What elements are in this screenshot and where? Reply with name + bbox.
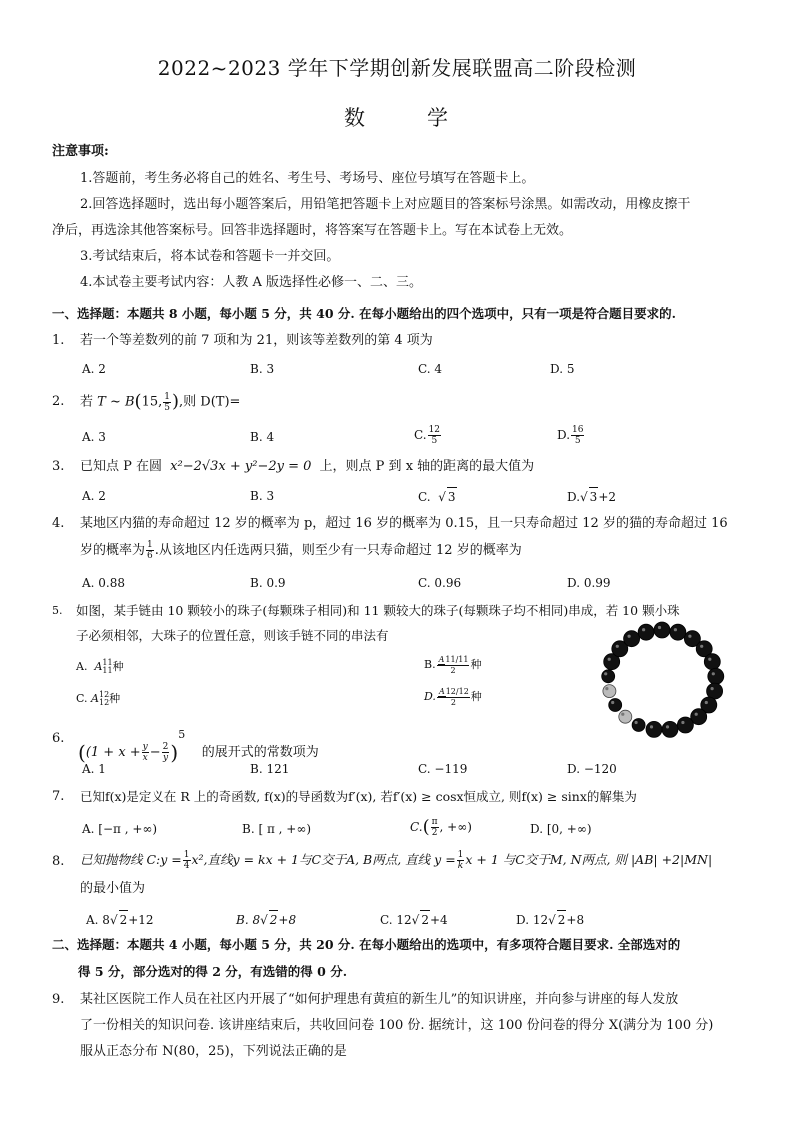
q2-d-den: 5 bbox=[574, 436, 581, 446]
subject-title bbox=[0, 102, 794, 132]
q4-frac-num: 1 bbox=[147, 540, 153, 550]
q5-d-post: 种 bbox=[470, 690, 482, 703]
q8-stem-a: 已知抛物线 C:y = bbox=[80, 852, 182, 867]
q3-stem bbox=[80, 458, 534, 476]
bead-highlight bbox=[642, 628, 645, 631]
q3-d-radicand: 3 bbox=[589, 487, 599, 506]
q5-c-sup: 12 bbox=[98, 690, 110, 699]
q8-d-radicand: 2 bbox=[557, 910, 567, 929]
q3-c-pre: C. bbox=[418, 490, 431, 504]
q3-d-pre: D. bbox=[567, 490, 581, 504]
q4-frac-den: 6 bbox=[147, 551, 153, 561]
bead-highlight bbox=[711, 687, 714, 690]
q2-stem-p bbox=[163, 392, 171, 413]
q8-b-num: 1 bbox=[457, 850, 464, 860]
q3-stem-pre: 已知点 P 在圆 bbox=[80, 459, 163, 474]
q5-a-sup: 11 bbox=[102, 658, 113, 667]
q7-number: 7. bbox=[52, 789, 65, 804]
bead-highlight bbox=[681, 721, 684, 724]
note-item: 2.回答选择题时，选出每小题答案后，用铅笔把答题卡上对应题目的答案标号涂黑。如需改动，用橡皮擦干 bbox=[80, 197, 691, 212]
bead bbox=[646, 721, 662, 737]
bead bbox=[603, 685, 616, 698]
q1-number: 1. bbox=[52, 333, 65, 348]
q2-stem-n: 15 bbox=[141, 394, 159, 410]
q5-a-sub: 11 bbox=[102, 666, 113, 675]
note-item: 3.考试结束后，将本试卷和答题卡一并交回。 bbox=[80, 249, 340, 264]
q6-option-d: D. −120 bbox=[567, 762, 617, 776]
bead-highlight bbox=[605, 687, 608, 690]
q5-a-symbol: A bbox=[94, 660, 103, 673]
bead-highlight bbox=[674, 628, 677, 631]
subject-char-left: 数 bbox=[344, 106, 367, 130]
bead-highlight bbox=[608, 658, 611, 661]
q5-b-sup: 11 bbox=[445, 654, 456, 664]
q3-option-d: D.√ 3+2 bbox=[567, 487, 616, 506]
q2-stem: 若 T ~ B(15, $\frac{1}{5}$ ),则 D(T)= bbox=[80, 391, 241, 413]
bead bbox=[632, 719, 645, 732]
q9-line2: 了一份相关的知识问卷. 该讲座结束后，共收回问卷 100 份. 据统计，这 100 份问卷的得分 X(满分为 100 分) bbox=[80, 1018, 714, 1033]
q8-a-pre: A. 8 bbox=[86, 913, 110, 927]
bead-highlight bbox=[712, 672, 715, 675]
q2-p-den: 5 bbox=[164, 402, 170, 413]
q4-option-b: B. 0.9 bbox=[250, 576, 286, 590]
q5-b-den: 2 bbox=[450, 665, 456, 675]
q1-option-c: C. 4 bbox=[418, 362, 443, 376]
q8-a-num: 1 bbox=[183, 850, 190, 860]
q8-stem-b: x²,直线y = kx + 1与C交于A, B两点, 直线 y = bbox=[191, 852, 456, 867]
q6-stem-post: 的展开式的常数项为 bbox=[201, 745, 319, 760]
bead-highlight bbox=[628, 635, 631, 638]
q1-option-a: A. 2 bbox=[82, 362, 106, 376]
bead-highlight bbox=[658, 626, 661, 629]
q6-expr-mid: − bbox=[149, 745, 161, 760]
q8-number: 8. bbox=[52, 854, 65, 869]
section2-heading-line2: 得 5 分，部分选对的得 2 分，有选错的得 0 分. bbox=[78, 964, 348, 979]
note-item: 4.本试卷主要考试内容：人教 A 版选择性必修一、二、三。 bbox=[80, 275, 423, 290]
q7-option-c: C.( $\frac{\pi}{2}$ , +∞) bbox=[410, 816, 472, 838]
q8-c-post: +4 bbox=[429, 913, 448, 927]
bead-highlight bbox=[700, 645, 703, 648]
bead bbox=[609, 699, 622, 712]
q5-a-post: 种 bbox=[112, 660, 124, 673]
q5-d-den: 2 bbox=[450, 697, 456, 707]
q9-line1: 某社区医院工作人员在社区内开展了“如何护理患有黄疸的新生儿”的知识讲座，并向参与讲座的每人发放 bbox=[80, 992, 679, 1007]
bead-highlight bbox=[708, 658, 711, 661]
q1-stem: 若一个等差数列的前 7 项和为 21，则该等差数列的第 4 项为 bbox=[80, 333, 433, 348]
q8-stem bbox=[80, 847, 712, 873]
q8-b-radicand: 2 bbox=[269, 910, 279, 929]
q2-d-num: 16 bbox=[572, 425, 584, 435]
q3-d-post: +2 bbox=[598, 490, 617, 504]
q2-stem-post: ,则 D(T)= bbox=[179, 394, 241, 410]
q5-option-a bbox=[76, 658, 124, 676]
section1-heading: 一、选择题：本题共 8 小题，每小题 5 分，共 40 分. 在每小题给出的四个选项中，只有一项是符合题目要求的. bbox=[52, 306, 676, 321]
q2-number: 2. bbox=[52, 394, 65, 409]
q7-option-d: D. [0, +∞) bbox=[530, 822, 592, 836]
bead bbox=[624, 631, 640, 647]
q2-c-num: 12 bbox=[428, 425, 441, 435]
q8-stem-c: x + 1 与C交于M, N两点, 则 |AB| +2|MN| bbox=[465, 852, 713, 867]
q8-a-radicand: 2 bbox=[119, 910, 129, 929]
q4-option-d: D. 0.99 bbox=[567, 576, 611, 590]
q1-option-d: D. 5 bbox=[550, 362, 575, 376]
q6-number: 6. bbox=[52, 731, 65, 746]
q3-option-c: C. √ 3 bbox=[418, 487, 457, 506]
q1-option-b: B. 3 bbox=[250, 362, 275, 376]
q5-option-c: C. A 12 12 种 bbox=[76, 690, 121, 707]
q8-option-c: C. 12√ 2+4 bbox=[380, 910, 448, 929]
bead-highlight bbox=[650, 725, 653, 728]
q5-line2: 子必须相邻，大珠子的位置任意，则该手链不同的串法有 bbox=[76, 628, 389, 643]
q2-option-d bbox=[557, 422, 585, 448]
q7-c-num: π bbox=[431, 817, 438, 827]
q8-d-pre: D. 12 bbox=[516, 913, 549, 927]
q7-c-den: 2 bbox=[431, 828, 438, 838]
q8-option-b: B. 8√ 2+8 bbox=[236, 910, 296, 929]
bead bbox=[638, 624, 654, 640]
q5-d-sub: 12 bbox=[458, 686, 469, 696]
q3-option-a: A. 2 bbox=[82, 489, 106, 503]
q5-line1: 如图，某手链由 10 颗较小的珠子(每颗珠子相同)和 11 颗较大的珠子(每颗珠子均不相同)串成，若 10 颗小珠 bbox=[76, 603, 680, 618]
q8-a-post: +12 bbox=[128, 913, 154, 927]
q8-d-post: +8 bbox=[566, 913, 585, 927]
q2-c-pre: C. bbox=[414, 428, 427, 442]
note-item: 1.答题前，考生务必将自己的姓名、考生号、考场号、座位号填写在答题卡上。 bbox=[80, 171, 535, 186]
q6-option-c: C. −119 bbox=[418, 762, 468, 776]
q8-b-den: k bbox=[457, 861, 464, 871]
bracelet-figure bbox=[598, 618, 728, 744]
q2-stem-pre: 若 bbox=[80, 394, 94, 410]
section2-heading-line1: 二、选择题：本题共 4 小题，每小题 5 分，共 20 分. 在每小题给出的选项中，有多项符合题目要求. 全部选对的 bbox=[52, 937, 681, 952]
q5-b-sub: 11 bbox=[458, 654, 469, 664]
q6-option-a: A. 1 bbox=[82, 762, 106, 776]
bead bbox=[602, 670, 615, 683]
q5-a-pre: A. bbox=[76, 660, 88, 673]
q8-a-den: 4 bbox=[183, 861, 190, 871]
bead-highlight bbox=[695, 713, 698, 716]
q2-c-den: 5 bbox=[431, 436, 438, 446]
bead-highlight bbox=[705, 701, 708, 704]
bead-highlight bbox=[688, 635, 691, 638]
q5-option-b: B. $\frac{A11/11}{2}$ 种 bbox=[424, 654, 482, 675]
q2-option-a: A. 3 bbox=[82, 430, 106, 444]
q2-option-b: B. 4 bbox=[250, 430, 275, 444]
q4-line2-post: .从该地区内任选两只猫，则至少有一只寿命超过 12 岁的概率为 bbox=[154, 543, 522, 558]
q8-option-d: D. 12√ 2+8 bbox=[516, 910, 584, 929]
q8-c-radicand: 2 bbox=[420, 910, 430, 929]
q5-b-pre: B. bbox=[424, 658, 436, 671]
notes-heading: 注意事项: bbox=[52, 144, 109, 159]
q6-stem: ((1 + x + $\frac{y}{x}$ − $\frac{2}{y}$ )$^5$ 的展开式的常数项为 bbox=[78, 728, 319, 765]
bead bbox=[619, 710, 632, 723]
bead bbox=[654, 622, 670, 638]
bead-highlight bbox=[616, 645, 619, 648]
q8-b-pre: B. 8 bbox=[236, 913, 261, 927]
bead-highlight bbox=[621, 713, 624, 716]
q8-option-a: A. 8√ 2+12 bbox=[86, 910, 154, 929]
q5-number: 5. bbox=[52, 604, 63, 617]
q5-option-d: D. $\frac{A12/12}{2}$ 种 bbox=[424, 686, 482, 707]
bead bbox=[704, 654, 720, 670]
q3-option-b: B. 3 bbox=[250, 489, 275, 503]
bead-highlight bbox=[611, 701, 614, 704]
bead bbox=[670, 624, 686, 640]
bead bbox=[677, 717, 693, 733]
q8-line2: 的最小值为 bbox=[80, 881, 146, 896]
bead bbox=[662, 721, 678, 737]
q4-line2-pre: 岁的概率为 bbox=[80, 543, 146, 558]
q4-option-c: C. 0.96 bbox=[418, 576, 462, 590]
note-item: 净后，再选涂其他答案标号。回答非选择题时，将答案写在答题卡上。写在本试卷上无效。 bbox=[52, 223, 573, 238]
subject-char-right: 学 bbox=[427, 106, 450, 130]
q3-c-radicand: 3 bbox=[447, 487, 457, 506]
q5-c-sub: 12 bbox=[98, 698, 110, 707]
q5-c-post: 种 bbox=[109, 692, 121, 705]
q4-line2 bbox=[80, 538, 522, 564]
q6-exponent: 5 bbox=[178, 728, 186, 741]
q3-number: 3. bbox=[52, 459, 65, 474]
q2-stem-math: T ~ B bbox=[97, 394, 135, 410]
bead bbox=[708, 668, 724, 684]
q3-equation: x²−2√3x + y²−2y = 0 bbox=[170, 459, 312, 474]
bead-highlight bbox=[635, 721, 638, 724]
q9-number: 9. bbox=[52, 992, 65, 1007]
q4-number: 4. bbox=[52, 516, 65, 531]
bead-highlight bbox=[604, 672, 607, 675]
q5-d-sup: 12 bbox=[445, 686, 456, 696]
q7-c-pre: C. bbox=[410, 820, 423, 834]
q8-b-post: +8 bbox=[278, 913, 297, 927]
q5-c-pre: C. bbox=[76, 692, 88, 705]
q7-option-a: A. [−π , +∞) bbox=[82, 822, 158, 836]
q6-option-b: B. 121 bbox=[250, 762, 290, 776]
q9-line3: 服从正态分布 N(80，25)，下列说法正确的是 bbox=[80, 1044, 347, 1059]
q3-stem-post: 上，则点 P 到 x 轴的距离的最大值为 bbox=[319, 459, 535, 474]
q2-p-num: 1 bbox=[164, 391, 170, 402]
bead-highlight bbox=[666, 725, 669, 728]
q7-option-b: B. [ π , +∞) bbox=[242, 822, 312, 836]
q2-d-pre: D. bbox=[557, 428, 571, 442]
q4-option-a: A. 0.88 bbox=[82, 576, 126, 590]
q7-stem: 已知f(x)是定义在 R 上的奇函数, f(x)的导函数为f′(x), 若f′(x) ≥ cosx恒成立, 则f(x) ≥ sinx的解集为 bbox=[80, 789, 637, 804]
q4-line1: 某地区内猫的寿命超过 12 岁的概率为 p，超过 16 岁的概率为 0.15，且一只寿命超过 12 岁的猫的寿命超过 16 bbox=[80, 516, 728, 531]
exam-title: 2022~2023 学年下学期创新发展联盟高二阶段检测 bbox=[157, 56, 637, 80]
q5-d-pre: D. bbox=[424, 690, 436, 703]
q7-c-post: , +∞) bbox=[439, 820, 472, 834]
q5-b-post: 种 bbox=[470, 658, 482, 671]
q8-c-pre: C. 12 bbox=[380, 913, 412, 927]
q6-expr-pre: (1 + x + bbox=[85, 745, 141, 760]
q2-option-c bbox=[414, 422, 442, 448]
